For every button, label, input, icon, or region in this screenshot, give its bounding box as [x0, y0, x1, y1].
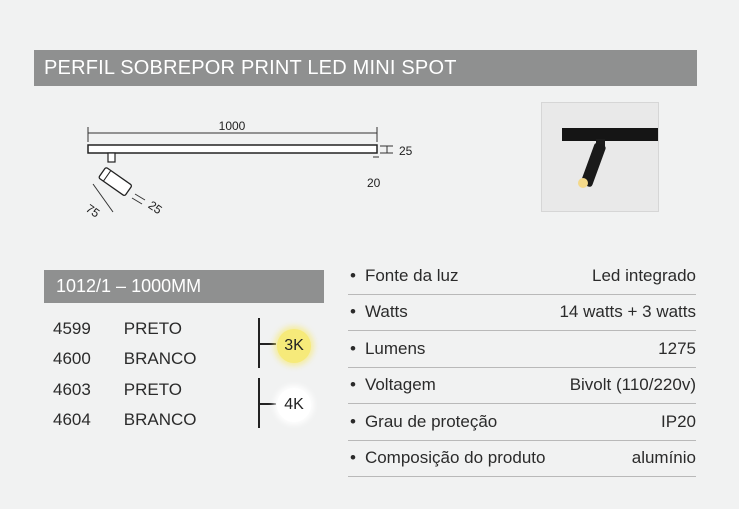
variant-code: 4599 — [53, 319, 91, 338]
color-temp-4k-badge: 4K — [277, 388, 311, 422]
variant-code: 4600 — [53, 349, 91, 368]
spec-label: • Watts — [348, 302, 408, 322]
spec-row — [348, 331, 696, 368]
spec-row — [348, 258, 696, 295]
variant-color: BRANCO — [123, 349, 197, 368]
spec-value: Bivolt (110/220v) — [569, 375, 696, 395]
product-photo — [541, 102, 659, 212]
spec-value: 1275 — [658, 338, 696, 358]
bracket-4k — [258, 378, 278, 428]
variant-color: PRETO — [123, 380, 182, 399]
spec-row — [348, 295, 696, 332]
spot-shape — [98, 167, 132, 196]
variant-row — [53, 348, 196, 370]
variant-row — [53, 409, 196, 431]
spec-value: Led integrado — [592, 265, 696, 285]
height-label: 25 — [399, 144, 413, 158]
model-header: 1012/1 – 1000MM — [44, 270, 324, 303]
profile-body — [88, 145, 377, 153]
spec-row — [348, 368, 696, 405]
spot-length-label: 75 — [83, 201, 103, 221]
variant-row — [53, 318, 182, 340]
spec-value: IP20 — [661, 411, 696, 431]
spec-label: • Grau de proteção — [348, 412, 497, 432]
spec-row — [348, 404, 696, 441]
spec-table — [348, 258, 696, 477]
spec-label: • Lumens — [348, 339, 425, 359]
spec-row — [348, 441, 696, 478]
bracket-3k — [258, 318, 278, 368]
depth-label: 20 — [367, 176, 381, 190]
variant-row — [53, 379, 182, 401]
spec-value: alumínio — [631, 448, 696, 468]
spec-label: • Fonte da luz — [348, 266, 459, 286]
spec-label: • Composição do produto — [348, 448, 545, 468]
variant-color: BRANCO — [123, 410, 197, 429]
variant-color: PRETO — [123, 319, 182, 338]
spec-label: • Voltagem — [348, 375, 436, 395]
spot-diameter-label: 25 — [145, 197, 165, 218]
variant-code: 4604 — [53, 410, 91, 429]
length-label: 1000 — [218, 119, 246, 133]
technical-drawing — [75, 110, 435, 225]
variant-code: 4603 — [53, 380, 91, 399]
color-temp-3k-badge: 3K — [277, 329, 311, 363]
spec-value: 14 watts + 3 watts — [559, 302, 696, 322]
product-title: PERFIL SOBREPOR PRINT LED MINI SPOT — [34, 50, 697, 86]
